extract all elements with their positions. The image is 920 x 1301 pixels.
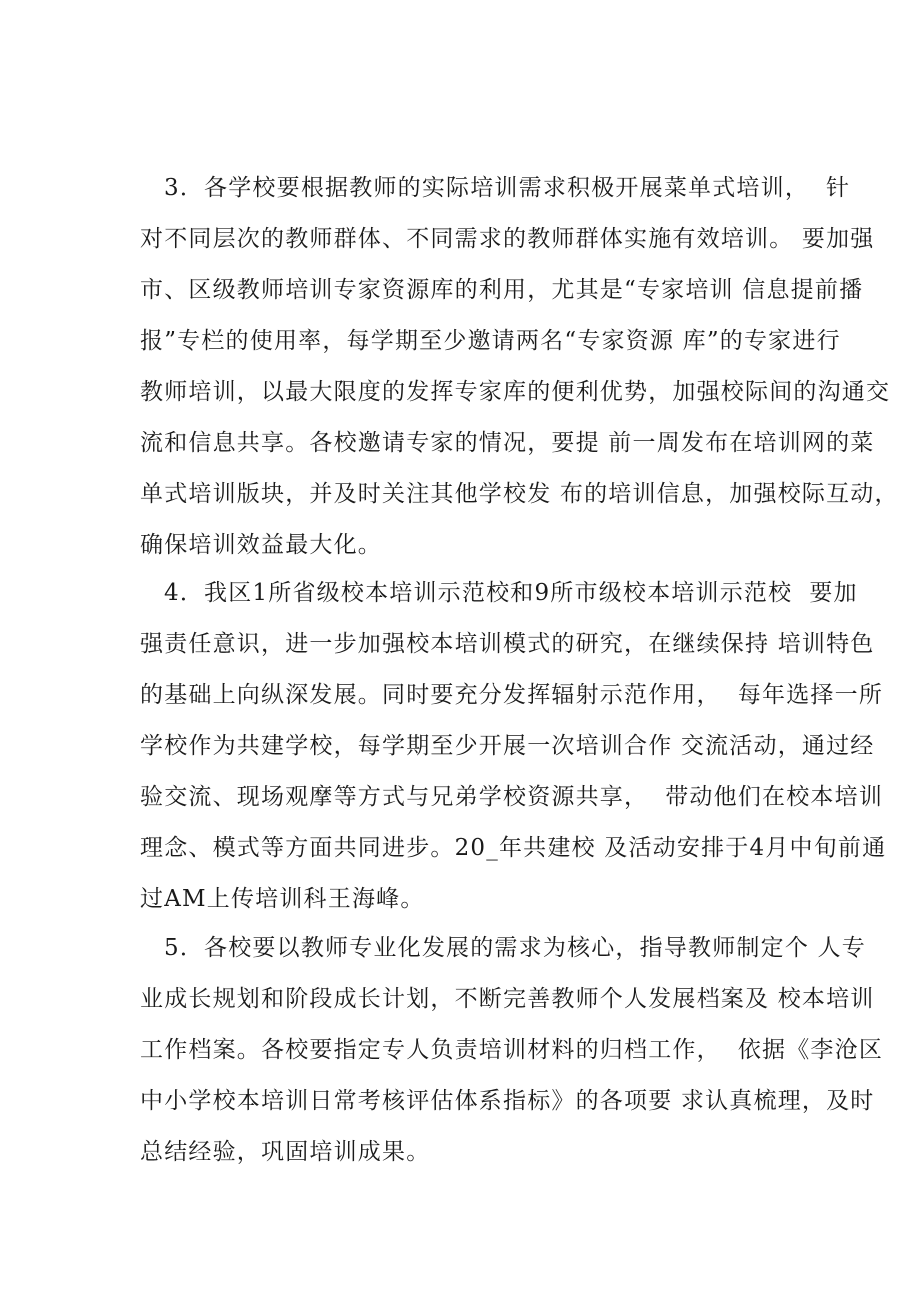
paragraph-line: 对不同层次的教师群体、不同需求的教师群体实施有效培训。 要加强 (140, 226, 875, 252)
paragraph-line: 强责任意识，进一步加强校本培训模式的研究，在继续保持 培训特色 (140, 631, 875, 657)
paragraph-line: 验交流、现场观摩等方式与兄弟学校资源共享， 带动他们在校本培训 (140, 784, 884, 810)
paragraph-line: 理念、模式等方面共同进步。20_年共建校 及活动安排于4月中旬前通 (140, 835, 887, 861)
paragraph-line: 市、区级教师培训专家资源库的利用，尤其是“专家培训 信息提前播 (140, 277, 864, 303)
paragraph-line: 教师培训，以最大限度的发挥专家库的便利优势，加强校际间的沟通交 (140, 379, 891, 405)
paragraph-line: 工作档案。各校要指定专人负责培训材料的归档工作， 依据《李沧区 (140, 1037, 884, 1063)
paragraph-line: 学校作为共建学校，每学期至少开展一次培训合作 交流活动，通过经 (140, 733, 875, 759)
paragraph-line: 报”专栏的使用率，每学期至少邀请两名“专家资源 库”的专家进行 (140, 328, 841, 354)
paragraph-line: 的基础上向纵深发展。同时要充分发挥辐射示范作用， 每年选择一所 (140, 682, 884, 708)
paragraph-line: 3．各学校要根据教师的实际培训需求积极开展菜单式培训， 针 (164, 175, 851, 201)
paragraph-line: 过AM上传培训科王海峰。 (140, 886, 425, 912)
paragraph-line: 5．各校要以教师专业化发展的需求为核心，指导教师制定个 人专 (164, 935, 866, 961)
paragraph-line: 4．我区1所省级校本培训示范校和9所市级校本培训示范校 要加 (164, 580, 858, 606)
paragraph-line: 确保培训效益最大化。 (140, 532, 382, 558)
paragraph-line: 单式培训版块，并及时关注其他学校发 布的培训信息，加强校际互动， (140, 481, 899, 507)
paragraph-line: 总结经验，巩固培训成果。 (140, 1139, 431, 1165)
paragraph-line: 流和信息共享。各校邀请专家的情况，要提 前一周发布在培训网的菜 (140, 430, 875, 456)
paragraph-line: 业成长规划和阶段成长计划，不断完善教师个人发展档案及 校本培训 (140, 986, 875, 1012)
paragraph-line: 中小学校本培训日常考核评估体系指标》的各项要 求认真梳理，及时 (140, 1088, 875, 1114)
